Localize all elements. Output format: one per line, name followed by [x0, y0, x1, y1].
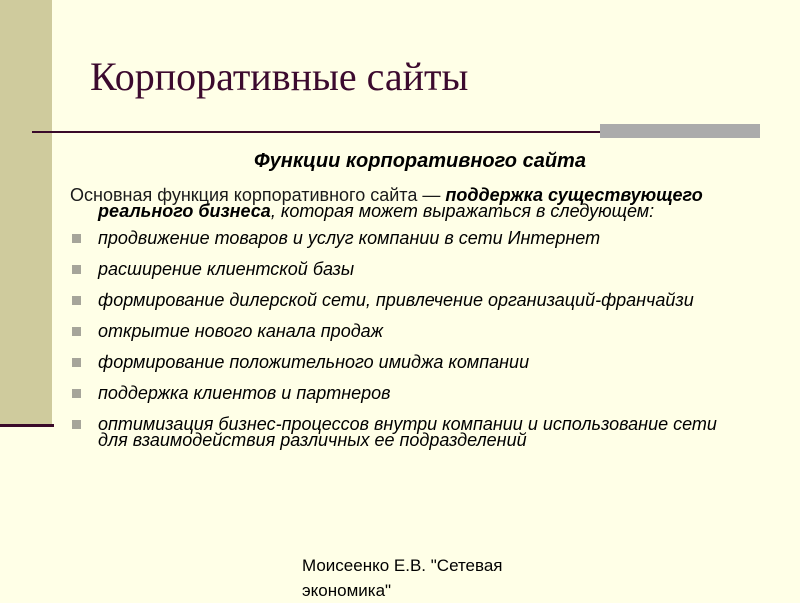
slide-subheading: Функции корпоративного сайта: [254, 150, 586, 172]
slide-title: Корпоративные сайты: [90, 54, 469, 99]
bullet-text: формирование дилерской сети, привлечение организаций-франчайзи: [98, 290, 694, 310]
square-bullet-icon: [72, 327, 81, 336]
left-bar-underline: [0, 424, 54, 427]
bullet-item: [70, 292, 750, 308]
intro-paragraph: [70, 187, 750, 219]
bullet-text: формирование положительного имиджа компании: [98, 352, 530, 372]
left-decorative-bar: [0, 0, 52, 426]
intro-emphasis-text: поддержка существующего реального бизнеса: [98, 185, 703, 221]
bullet-text: расширение клиентской базы: [98, 259, 355, 279]
bullet-item: [70, 230, 750, 246]
bullet-text: открытие нового канала продаж: [98, 321, 384, 341]
bullet-text: продвижение товаров и услуг компании в сети Интернет: [98, 228, 601, 248]
square-bullet-icon: [72, 296, 81, 305]
square-bullet-icon: [72, 265, 81, 274]
bullet-item: [70, 416, 750, 448]
footer-line-2: экономика": [302, 581, 392, 600]
bullet-item: [70, 354, 750, 370]
intro-continuation-text: , которая может выражаться в следующем:: [270, 201, 655, 221]
bullet-list: [70, 230, 750, 448]
intro-plain-text: Основная функция корпоративного сайта —: [70, 185, 446, 205]
square-bullet-icon: [72, 358, 81, 367]
bullet-item: [70, 261, 750, 277]
bullet-item: [70, 385, 750, 401]
accent-bar: [600, 124, 760, 138]
square-bullet-icon: [72, 234, 81, 243]
slide-footer: [302, 553, 552, 603]
bullet-item: [70, 323, 750, 339]
footer-line-1: Моисеенко Е.В. "Сетевая: [302, 556, 503, 575]
square-bullet-icon: [72, 389, 81, 398]
bullet-text: поддержка клиентов и партнеров: [98, 383, 391, 403]
slide-body: [70, 187, 750, 463]
square-bullet-icon: [72, 420, 81, 429]
bullet-text: оптимизация бизнес-процессов внутри компании и использование сети для взаимодействия различных ее подразделений: [98, 414, 717, 450]
